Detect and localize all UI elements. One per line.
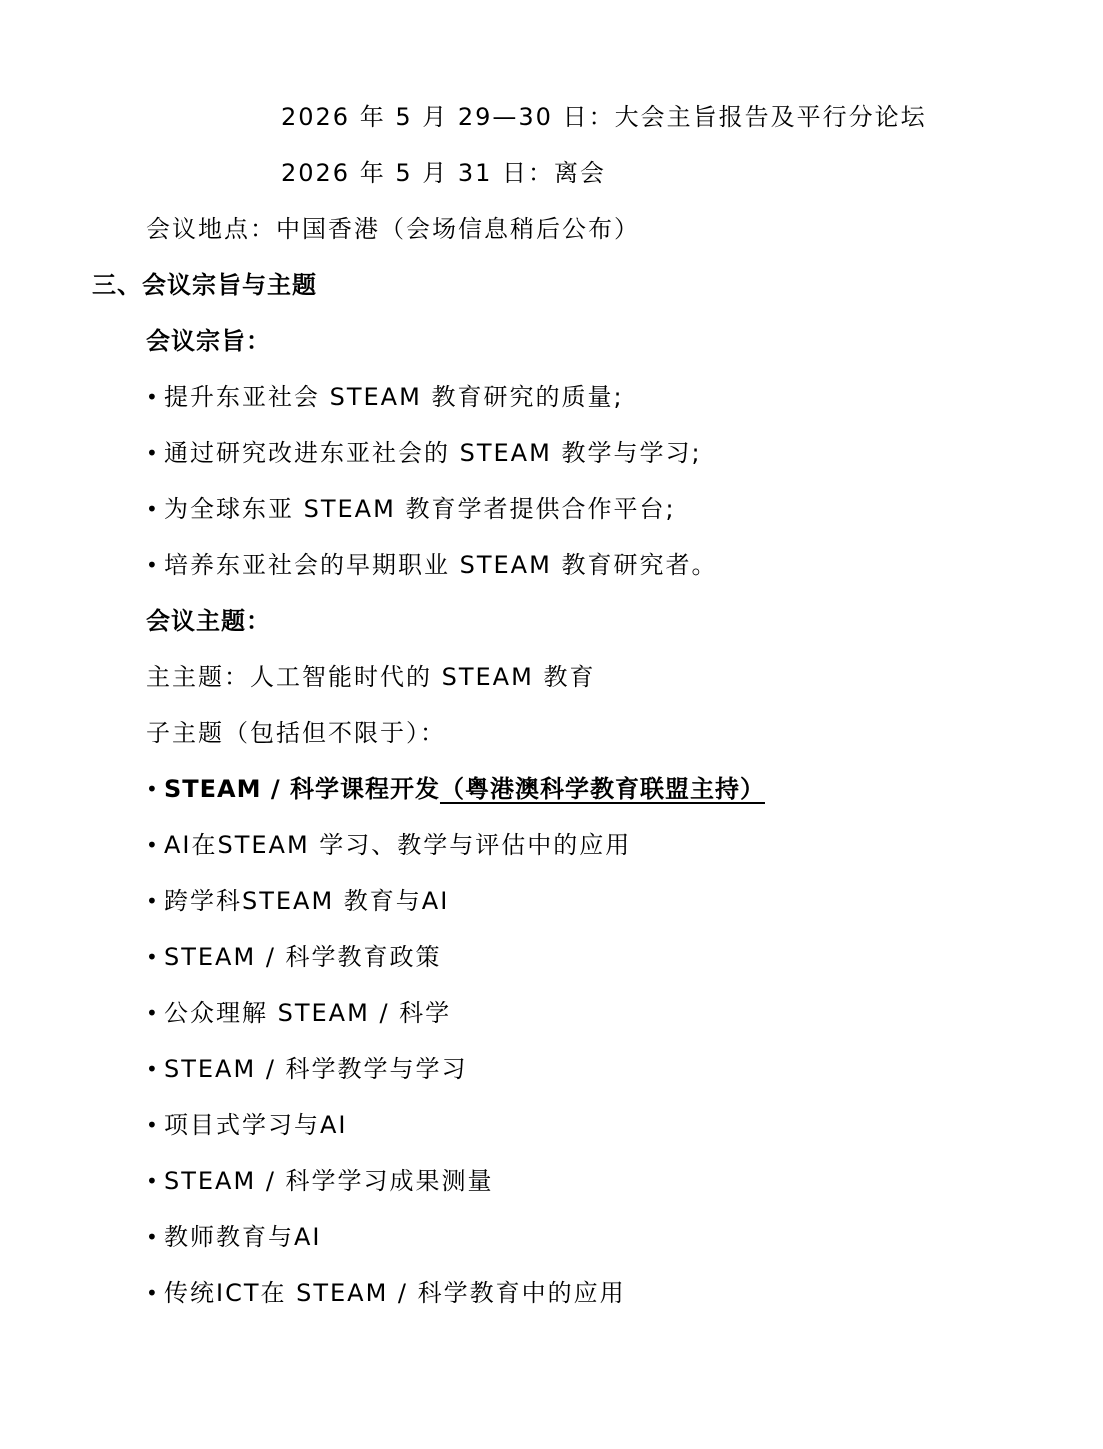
purpose-item-text: 提升东亚社会 STEAM 教育研究的质量; xyxy=(164,383,624,411)
bullet-icon: • xyxy=(146,945,160,969)
purpose-item-text: 培养东亚社会的早期职业 STEAM 教育研究者。 xyxy=(164,551,718,579)
bullet-icon: • xyxy=(146,889,160,913)
purpose-item-text: 通过研究改进东亚社会的 STEAM 教学与学习; xyxy=(164,439,702,467)
bullet-icon: • xyxy=(146,1057,160,1081)
sub-theme-item xyxy=(146,825,631,865)
bullet-icon: • xyxy=(146,1113,160,1137)
main-theme: 主主题：人工智能时代的 STEAM 教育 xyxy=(146,663,596,691)
sub-theme-item-text: 传统ICT在 STEAM / 科学教育中的应用 xyxy=(164,1279,626,1307)
bullet-icon: • xyxy=(146,553,160,577)
purpose-item-text: 为全球东亚 STEAM 教育学者提供合作平台; xyxy=(164,495,676,523)
schedule-line-2: 2026 年 5 月 31 日：离会 xyxy=(281,159,607,187)
sub-theme-item xyxy=(146,1105,348,1145)
bullet-icon: • xyxy=(146,1169,160,1193)
sub-theme-item xyxy=(146,1161,494,1201)
section-heading: 三、会议宗旨与主题 xyxy=(92,271,317,299)
bullet-icon: • xyxy=(146,1225,160,1249)
schedule-line-1: 2026 年 5 月 29—30 日：大会主旨报告及平行分论坛 xyxy=(281,103,927,131)
sub-theme-underlined-text: （粤港澳科学教育联盟主持） xyxy=(439,775,765,803)
sub-theme-item xyxy=(146,1273,626,1313)
bullet-icon: • xyxy=(146,833,160,857)
sub-theme-item xyxy=(146,993,451,1033)
sub-theme-heading: 子主题（包括但不限于）： xyxy=(146,719,446,747)
sub-theme-item xyxy=(146,937,442,977)
bullet-icon: • xyxy=(146,441,160,465)
bullet-icon: • xyxy=(146,1001,160,1025)
venue-line: 会议地点：中国香港（会场信息稍后公布） xyxy=(146,215,640,243)
bullet-icon: • xyxy=(146,385,160,409)
sub-theme-item-text: STEAM / 科学学习成果测量 xyxy=(164,1167,494,1195)
sub-theme-item xyxy=(146,1217,322,1257)
bullet-icon: • xyxy=(146,1281,160,1305)
sub-theme-item xyxy=(146,1049,468,1089)
sub-theme-item xyxy=(146,769,765,809)
purpose-item xyxy=(146,489,676,529)
sub-theme-item-text: STEAM / 科学教育政策 xyxy=(164,943,442,971)
bullet-icon: • xyxy=(146,497,160,521)
bullet-icon: • xyxy=(146,777,160,801)
sub-theme-item-text: AI在STEAM 学习、教学与评估中的应用 xyxy=(164,831,632,859)
purpose-item xyxy=(146,545,717,585)
sub-theme-item xyxy=(146,881,449,921)
sub-theme-item-text: 教师教育与AI xyxy=(164,1223,322,1251)
sub-theme-bold-text: STEAM / 科学课程开发 xyxy=(164,775,440,803)
sub-theme-item-text: STEAM / 科学教学与学习 xyxy=(164,1055,468,1083)
sub-theme-item-text: 公众理解 STEAM / 科学 xyxy=(164,999,452,1027)
sub-theme-item-text: 项目式学习与AI xyxy=(164,1111,348,1139)
purpose-heading: 会议宗旨： xyxy=(146,327,271,355)
sub-theme-item-text: 跨学科STEAM 教育与AI xyxy=(164,887,450,915)
theme-heading: 会议主题： xyxy=(146,607,271,635)
purpose-item xyxy=(146,377,624,417)
purpose-item xyxy=(146,433,702,473)
